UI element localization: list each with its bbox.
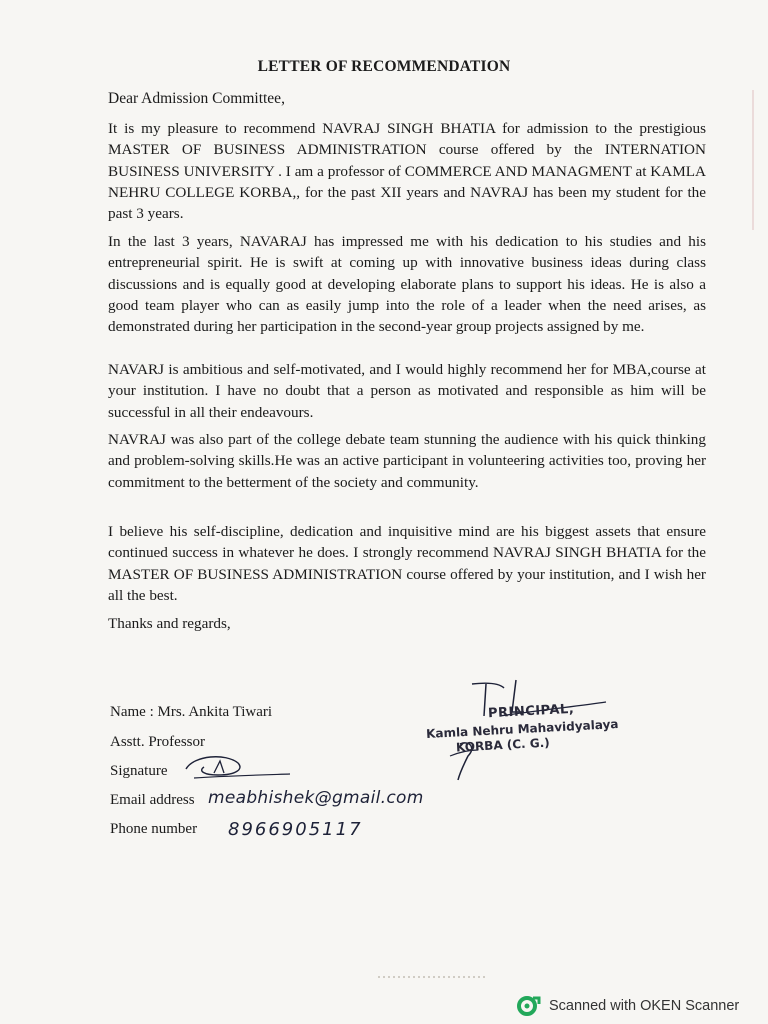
handwritten-signature-icon	[174, 751, 294, 785]
email-row	[110, 788, 424, 809]
phone-row	[110, 819, 363, 840]
scan-artifact	[378, 974, 488, 980]
email-value: meabhishek@gmail.com	[208, 788, 424, 808]
paragraph-2: In the last 3 years, NAVARAJ has impressed me with his dedication to his studies and his entrepreneurial spirit. He is swift at coming up with innovative business ideas during class discussions and is equally good at developing elaborate plans to support his ideas. He is also a good team player who can as easily jump into the role of a leader when the need arises, as demonstrated during her participation in the second-year group projects assigned by me.	[108, 233, 706, 336]
scanner-label: Scanned with OKEN Scanner	[549, 998, 740, 1014]
stamp-line-1: PRINCIPAL,	[487, 701, 575, 722]
principal-stamp	[420, 676, 620, 786]
signatory-name: Name : Mrs. Ankita Tiwari	[110, 704, 273, 720]
paragraph-1: It is my pleasure to recommend NAVRAJ SINGH BHATIA for admission to the prestigious MASTER OF BUSINESS ADMINISTRATION course offered by the INTERNATION BUSINESS UNIVERSITY . I am a professor of COMMERCE AND MANAGMENT at KAMLA NEHRU COLLEGE KORBA,, for the past XII years and NAVRAJ has been my student for the past 3 years.	[108, 120, 706, 223]
stamp-line-2: Kamla Nehru Mahavidyalaya	[425, 716, 619, 742]
phone-label: Phone number	[110, 821, 198, 837]
signatory-title: Asstt. Professor	[110, 734, 206, 750]
scan-edge-mark	[752, 90, 754, 230]
oken-scanner-logo-icon	[517, 994, 541, 1018]
paragraph-4: NAVRAJ was also part of the college debate team stunning the audience with his quick thinking and problem-solving skills.He was an active participant in volunteering activities too, proving her commitment to the betterment of the society and community.	[108, 431, 706, 491]
signature-row	[110, 763, 168, 780]
email-label: Email address	[110, 792, 195, 808]
scanner-watermark	[517, 994, 739, 1018]
phone-value: 8966905117	[228, 819, 363, 840]
paragraph-5: I believe his self-discipline, dedication and inquisitive mind are his biggest assets that ensure continued success in whatever he does. I strongly recommend NAVRAJ SINGH BHATIA for the MASTER OF BUSINESS ADMINISTRATION course offered by your institution, and I wish her all the best.	[108, 523, 706, 604]
salutation: Dear Admission Committee,	[108, 90, 285, 107]
stamp-line-3: KORBA (C. G.)	[455, 735, 551, 755]
letter-title: LETTER OF RECOMMENDATION	[257, 58, 511, 75]
paragraph-3: NAVARJ is ambitious and self-motivated, and I would highly recommend her for MBA,course at your institution. I have no doubt that a person as motivated and responsible as him will be successful in all their endeavours.	[108, 361, 706, 421]
closing: Thanks and regards,	[108, 615, 231, 632]
signature-label: Signature	[110, 763, 168, 779]
